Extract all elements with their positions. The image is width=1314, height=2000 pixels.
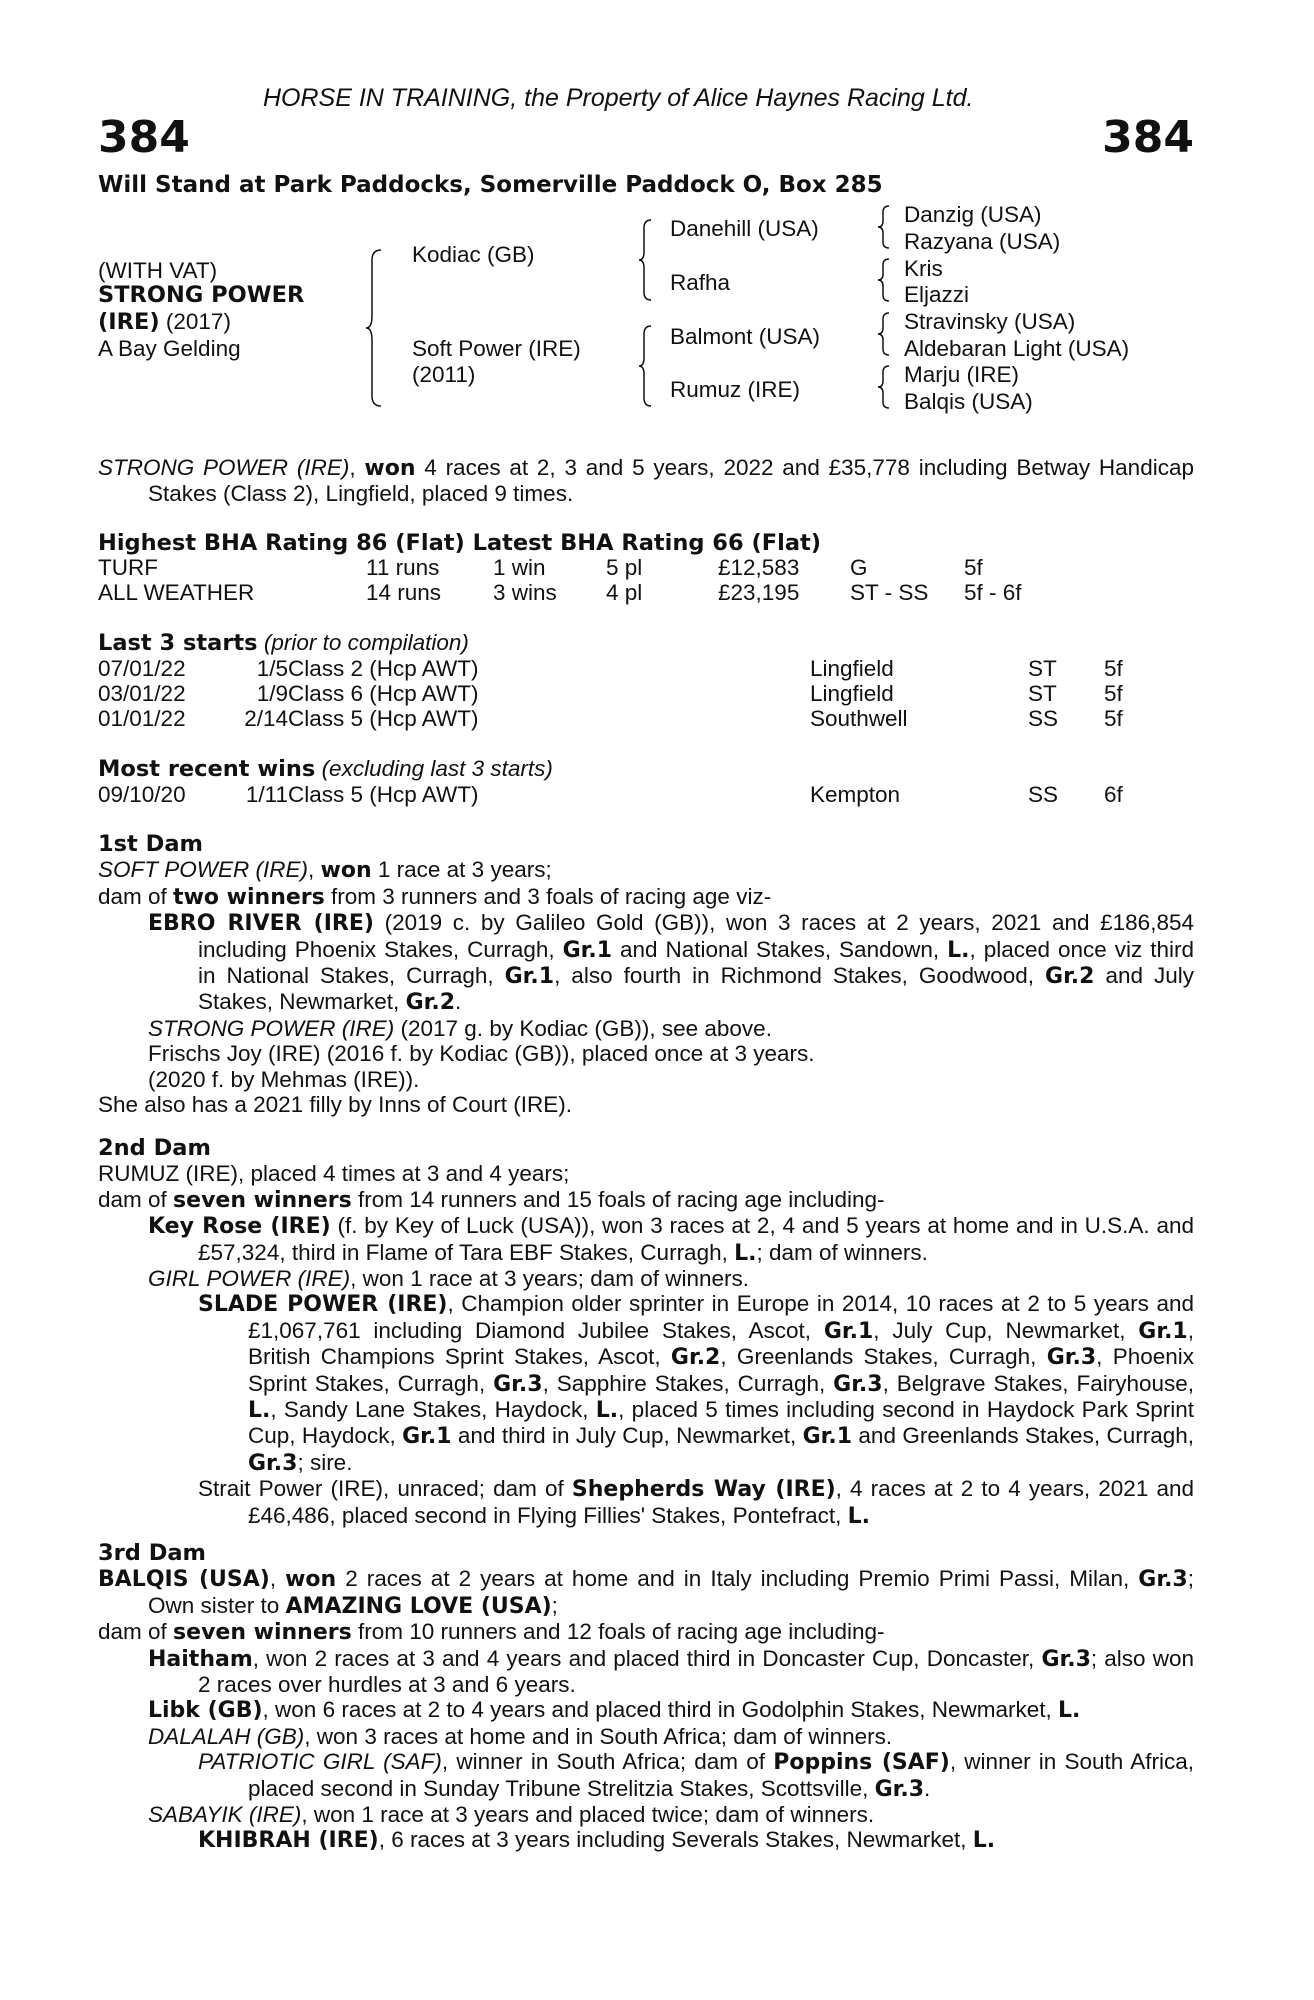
- produce-khibrah: KHIBRAH (IRE), 6 races at 3 years including Severals Stakes, Newmarket, L.: [198, 1827, 996, 1854]
- pedigree-dsd: Aldebaran Light (USA): [904, 336, 1130, 361]
- start-date: 07/01/22: [98, 656, 186, 681]
- recent-date: 09/10/20: [98, 782, 186, 807]
- pedigree-dam: Soft Power (IRE): [412, 336, 581, 361]
- start-course: Southwell: [810, 706, 908, 731]
- start-date: 01/01/22: [98, 706, 186, 731]
- page-title: HORSE IN TRAINING, the Property of Alice Haynes Racing Ltd.: [263, 84, 974, 112]
- pedigree-brace-ss: [878, 204, 892, 250]
- pedigree-dam-dam: Rumuz (IRE): [670, 377, 801, 402]
- pedigree-brace-gen1: [366, 248, 386, 408]
- horse-year: (2017): [159, 309, 231, 334]
- pedigree-sds: Kris: [904, 256, 943, 281]
- horse-name: STRONG POWER: [98, 282, 305, 308]
- ratings-going: G: [850, 555, 868, 580]
- recent-race: Class 5 (Hcp AWT): [288, 782, 479, 807]
- produce-slade-power: SLADE POWER (IRE), Champion older sprinter in Europe in 2014, 10 races at 2 to 5 years and £1,067,761 including Diamond Jubilee Stakes, Ascot, Gr.1, July Cup, Newmarket, Gr.1, British Champions Sprint Stakes, Ascot, Gr.2, Greenlands Stakes, Curragh, Gr.3, Phoenix Sprint Stakes, Curragh, Gr.3, Sapphire Stakes, Curragh, Gr.3, Belgrave Stakes, Fairyhouse, L., Sandy Lane Stakes, Haydock, L., placed 5 times including second in Haydock Park Sprint Cup, Haydock, Gr.1 and third in July Cup, Newmarket, Gr.1 and Greenlands Stakes, Curragh, Gr.3; sire.: [198, 1291, 1195, 1476]
- ratings-wins: 1 win: [493, 555, 546, 580]
- ratings-prize: £12,583: [718, 555, 800, 580]
- horse-origin-year: [98, 309, 231, 335]
- pedigree-brace-sire: [639, 218, 655, 302]
- produce-haitham: Haitham, won 2 races at 3 and 4 years and placed third in Doncaster Cup, Doncaster, Gr.3; also won 2 races over hurdles at 3 and 6 years.: [148, 1645, 1194, 1698]
- pedigree-brace-ds: [878, 311, 892, 357]
- start-surface: ST: [1028, 681, 1057, 706]
- ratings-row-turf: [98, 555, 1194, 581]
- ratings-runs: 11 runs: [366, 555, 440, 580]
- first-dam-produce-line: dam of two winners from 3 runners and 3 foals of racing age viz-: [98, 883, 772, 910]
- ratings-placed: 4 pl: [606, 580, 643, 605]
- second-dam-line: RUMUZ (IRE), placed 4 times at 3 and 4 years;: [98, 1161, 570, 1187]
- start-row: [98, 656, 1194, 682]
- recent-distance: 6f: [1104, 782, 1123, 807]
- produce-patriotic-girl: PATRIOTIC GIRL (SAF), winner in South Africa; dam of Poppins (SAF), winner in South Africa, placed second in Sunday Tribune Strelitzia Stakes, Scottsville, Gr.3.: [198, 1749, 1195, 1802]
- start-row: [98, 681, 1194, 707]
- start-row: [98, 706, 1194, 732]
- recent-wins-note: (excluding last 3 starts): [315, 756, 553, 781]
- produce-dalalah: DALALAH (GB), won 3 races at home and in South Africa; dam of winners.: [148, 1723, 893, 1749]
- start-race: Class 2 (Hcp AWT): [288, 656, 479, 681]
- start-position: 1/9: [256, 681, 288, 706]
- start-surface: ST: [1028, 656, 1057, 681]
- bha-ratings-heading: Highest BHA Rating 86 (Flat) Latest BHA Rating 66 (Flat): [98, 530, 822, 556]
- last-starts-title: Last 3 starts: [98, 630, 258, 656]
- vat-note: (WITH VAT): [98, 258, 218, 283]
- start-course: Lingfield: [810, 656, 894, 681]
- ratings-surface: ALL WEATHER: [98, 580, 255, 605]
- produce-sabayik: SABAYIK (IRE), won 1 race at 3 years and placed twice; dam of winners.: [148, 1802, 875, 1828]
- lot-number-left: 384: [98, 112, 190, 163]
- pedigree-dss: Stravinsky (USA): [904, 309, 1076, 334]
- third-dam-section: [98, 1541, 1194, 1854]
- start-race: Class 6 (Hcp AWT): [288, 681, 479, 706]
- first-dam-heading: 1st Dam: [98, 831, 203, 857]
- start-position: 1/5: [256, 656, 288, 681]
- pedigree-sire-sire: Danehill (USA): [670, 216, 819, 241]
- pedigree-ddd: Balqis (USA): [904, 389, 1033, 414]
- summary-horse-name: STRONG POWER (IRE): [98, 455, 350, 480]
- last-starts-note: (prior to compilation): [257, 630, 469, 655]
- pedigree-brace-dd: [878, 364, 892, 410]
- recent-surface: SS: [1028, 782, 1059, 807]
- recent-win-row: [98, 782, 1194, 808]
- third-dam-heading: 3rd Dam: [98, 1540, 206, 1566]
- pedigree-sss: Danzig (USA): [904, 202, 1042, 227]
- lot-number-right: 384: [1102, 112, 1194, 163]
- produce-libk: Libk (GB), won 6 races at 2 to 4 years and placed third in Godolphin Stakes, Newmarket, L.: [148, 1697, 1081, 1724]
- third-dam-produce-line: dam of seven winners from 10 runners and 12 foals of racing age including-: [98, 1619, 885, 1646]
- pedigree-sdd: Eljazzi: [904, 282, 970, 307]
- horse-description: A Bay Gelding: [98, 336, 241, 361]
- stand-location: Will Stand at Park Paddocks, Somerville Paddock O, Box 285: [98, 172, 883, 198]
- last-starts-heading: [98, 630, 469, 656]
- ratings-row-aw: [98, 580, 1194, 606]
- start-course: Lingfield: [810, 681, 894, 706]
- racing-summary: STRONG POWER (IRE), won 4 races at 2, 3 and 5 years, 2022 and £35,778 including Betway Handicap Stakes (Class 2), Lingfield, placed 9 times.: [98, 455, 1194, 507]
- first-dam-filly-note: She also has a 2021 filly by Inns of Court (IRE).: [98, 1092, 572, 1118]
- ratings-placed: 5 pl: [606, 555, 643, 580]
- produce-2020-filly: (2020 f. by Mehmas (IRE)).: [148, 1066, 420, 1092]
- start-distance: 5f: [1104, 656, 1123, 681]
- start-distance: 5f: [1104, 706, 1123, 731]
- ratings-wins: 3 wins: [493, 580, 557, 605]
- start-position: 2/14: [244, 706, 288, 731]
- produce-strait-power: Strait Power (IRE), unraced; dam of Shepherds Way (IRE), 4 races at 2 to 4 years, 2021 and £46,486, placed second in Flying Fillies' Stakes, Pontefract, L.: [198, 1476, 1195, 1529]
- recent-wins-heading: [98, 756, 553, 782]
- produce-ebro-river: EBRO RIVER (IRE) (2019 c. by Galileo Gold (GB)), won 3 races at 2 years, 2021 and £186,854 including Phoenix Stakes, Curragh, Gr.1 and National Stakes, Sandown, L., placed once viz third in National Stakes, Curragh, Gr.1, also fourth in Richmond Stakes, Goodwood, Gr.2 and July Stakes, Newmarket, Gr.2.: [148, 910, 1194, 1016]
- start-race: Class 5 (Hcp AWT): [288, 706, 479, 731]
- first-dam-line: SOFT POWER (IRE), won 1 race at 3 years;: [98, 857, 552, 884]
- catalogue-page: [98, 0, 1194, 2000]
- ratings-distance: 5f: [964, 555, 983, 580]
- ratings-going: ST - SS: [850, 580, 929, 605]
- pedigree-sire-dam: Rafha: [670, 270, 731, 295]
- pedigree-dam-year: (2011): [412, 362, 476, 387]
- recent-course: Kempton: [810, 782, 901, 807]
- ratings-distance: 5f - 6f: [964, 580, 1022, 605]
- ratings-surface: TURF: [98, 555, 158, 580]
- pedigree-dam-sire: Balmont (USA): [670, 324, 821, 349]
- produce-frischs-joy: Frischs Joy (IRE) (2016 f. by Kodiac (GB)), placed once at 3 years.: [148, 1041, 815, 1067]
- horse-origin: (IRE): [98, 309, 160, 335]
- pedigree-sire: Kodiac (GB): [412, 242, 535, 267]
- start-distance: 5f: [1104, 681, 1123, 706]
- summary-won: won: [364, 456, 416, 481]
- ratings-prize: £23,195: [718, 580, 800, 605]
- second-dam-produce-line: dam of seven winners from 14 runners and 15 foals of racing age including-: [98, 1186, 885, 1213]
- summary-text-2: Handicap Stakes (Class 2), Lingfield, placed 9 times.: [148, 455, 1194, 507]
- recent-position: 1/11: [245, 782, 288, 807]
- second-dam-section: [98, 1136, 1194, 1529]
- produce-strong-power: STRONG POWER (IRE) (2017 g. by Kodiac (GB)), see above.: [148, 1015, 772, 1041]
- summary-text: 4 races at 2, 3 and 5 years, 2022 and £35,778 including Betway: [415, 455, 1091, 480]
- ratings-runs: 14 runs: [366, 580, 442, 605]
- produce-key-rose: Key Rose (IRE) (f. by Key of Luck (USA)), won 3 races at 2, 4 and 5 years at home and in U.S.A. and £57,324, third in Flame of Tara EBF Stakes, Curragh, L.; dam of winners.: [148, 1213, 1194, 1266]
- first-dam-section: [98, 832, 1194, 1117]
- produce-girl-power: GIRL POWER (IRE), won 1 race at 3 years; dam of winners.: [148, 1266, 750, 1292]
- start-date: 03/01/22: [98, 681, 186, 706]
- pedigree-dds: Marju (IRE): [904, 362, 1020, 387]
- pedigree-brace-sd: [878, 257, 892, 303]
- second-dam-heading: 2nd Dam: [98, 1135, 211, 1161]
- start-surface: SS: [1028, 706, 1059, 731]
- third-dam-line: BALQIS (USA), won 2 races at 2 years at home and in Italy including Premio Primi Passi, Milan, Gr.3; Own sister to AMAZING LOVE (USA);: [98, 1566, 1194, 1619]
- recent-wins-title: Most recent wins: [98, 756, 316, 782]
- pedigree-ssd: Razyana (USA): [904, 229, 1061, 254]
- pedigree-brace-dam: [639, 324, 655, 408]
